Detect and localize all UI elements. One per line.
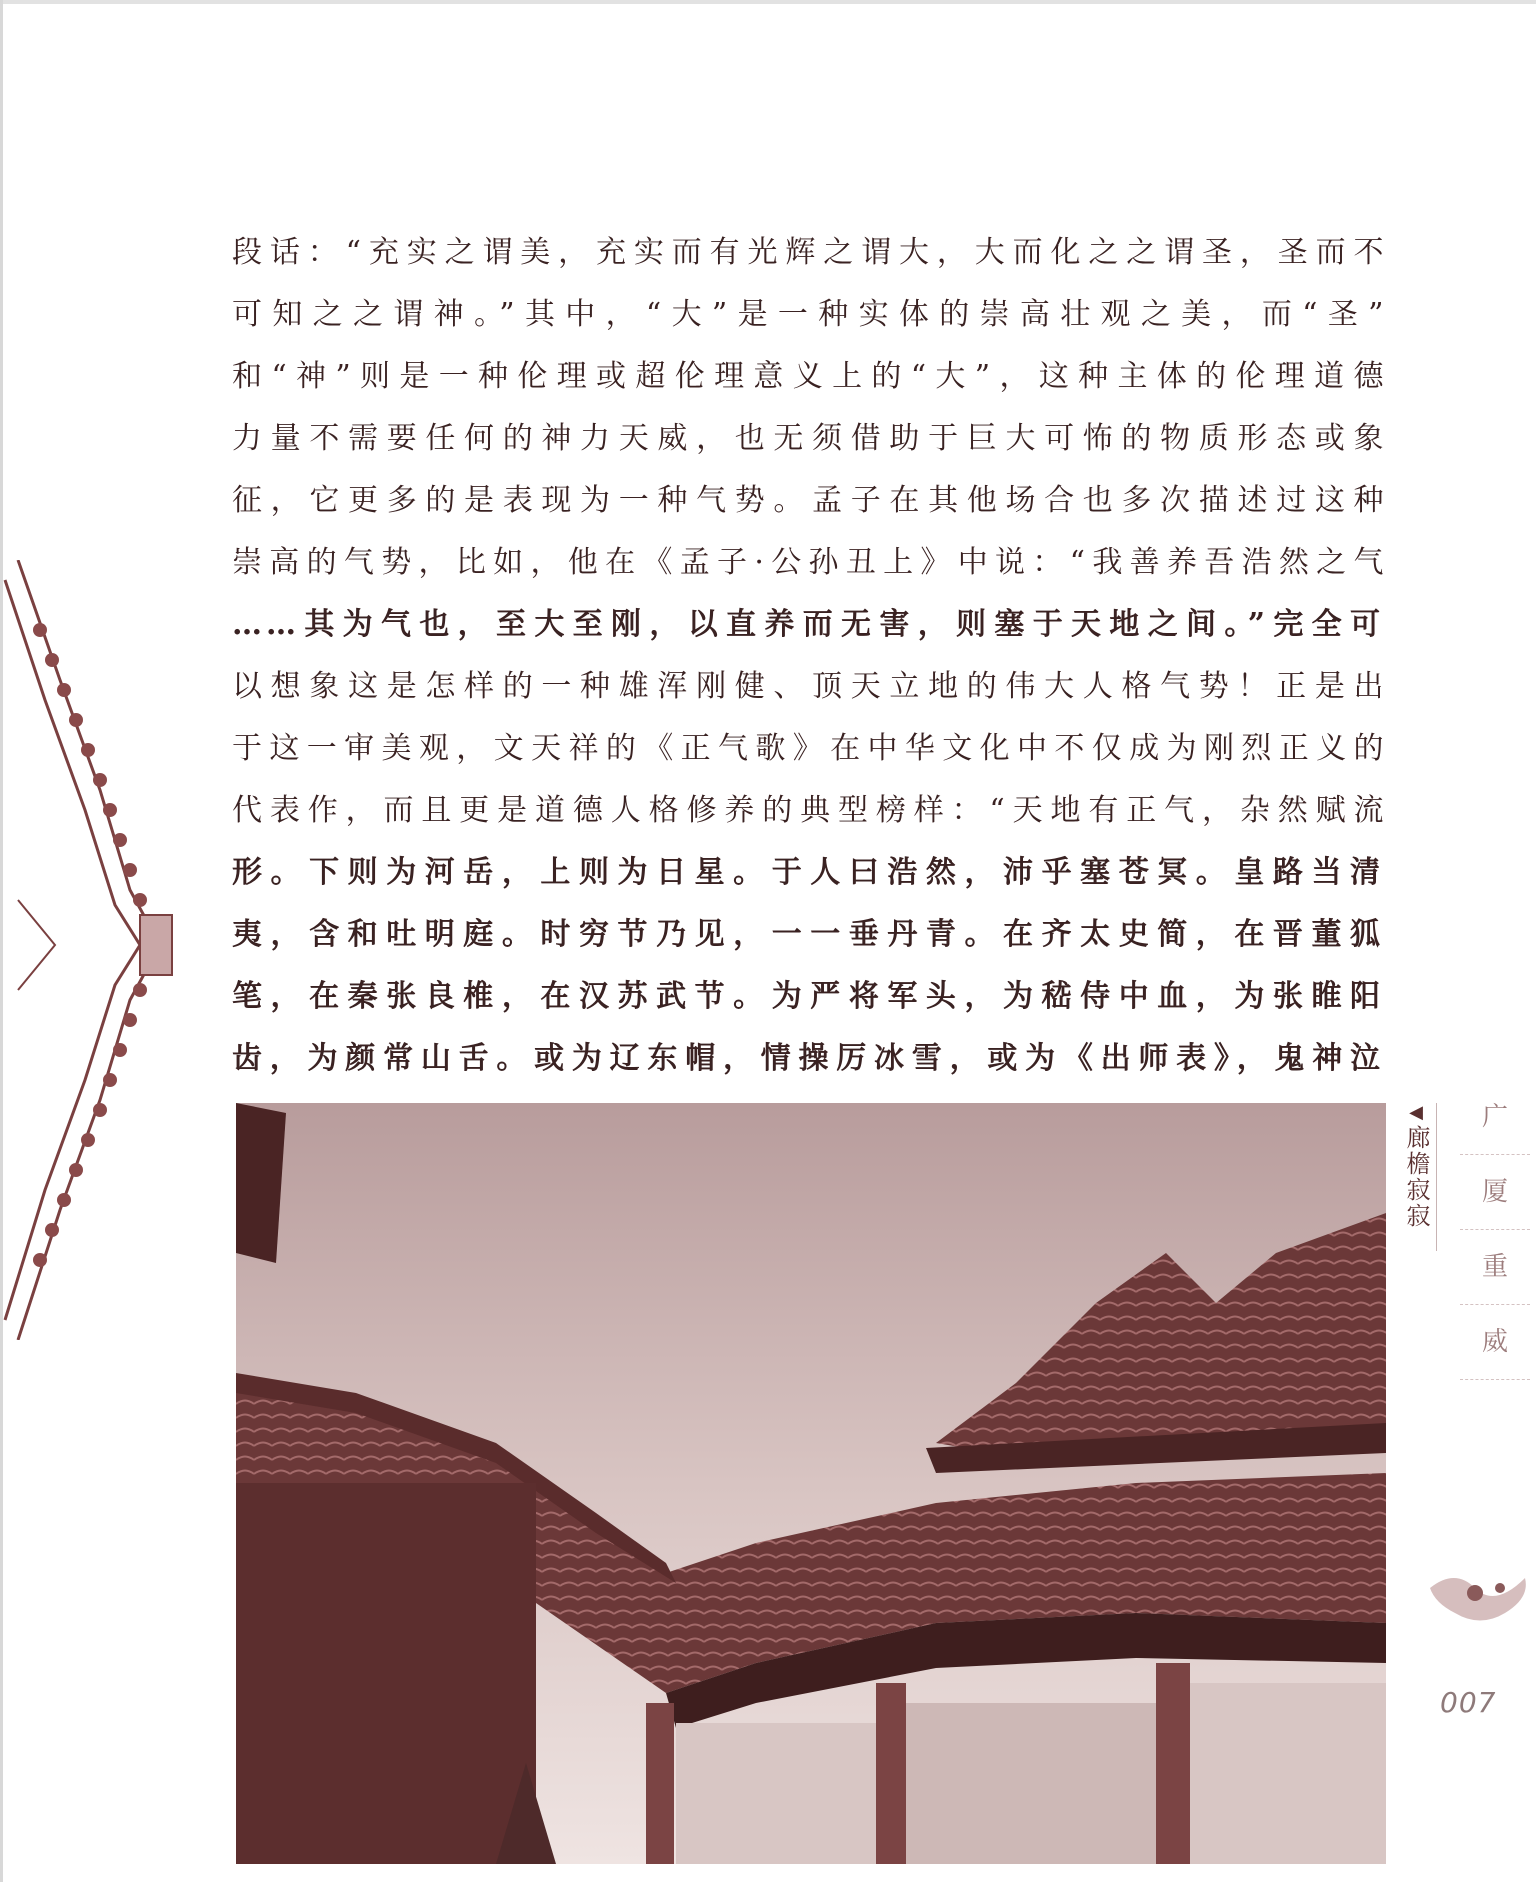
chapter-tab <box>1396 1103 1437 1251</box>
chapter-label: 廊檐寂寂 <box>1402 1125 1430 1229</box>
text-line: 力量不需要任何的神力天威，也无须借助于巨大可怖的物质形态或象 <box>232 421 1384 456</box>
section-title-char: 厦 <box>1460 1155 1530 1230</box>
body-text <box>232 222 1384 1090</box>
text-line: 于这一审美观，文天祥的《正气歌》在中华文化中不仅成为刚烈正义的 <box>232 731 1384 766</box>
text-line: 可知之之谓神。”其中，“大”是一种实体的崇高壮观之美，而“圣” <box>232 297 1384 332</box>
page-number: 007 <box>1440 1686 1497 1719</box>
triangle-left-icon: ◀ <box>1409 1102 1423 1123</box>
section-title-vertical <box>1460 1080 1530 1380</box>
section-title-char: 重 <box>1460 1230 1530 1305</box>
text-line: 代表作，而且更是道德人格修养的典型榜样：“天地有正气，杂然赋流 <box>232 793 1384 828</box>
text-line: 征，它更多的是表现为一种气势。孟子在其他场合也多次描述过这种 <box>232 483 1384 518</box>
roof-ornament-left <box>0 560 180 1340</box>
text-line: 笔，在秦张良椎，在汉苏武节。为严将军头，为嵇侍中血，为张睢阳 <box>232 979 1384 1014</box>
text-line: 崇高的气势，比如，他在《孟子·公孙丑上》中说：“我善养吾浩然之气 <box>232 545 1384 580</box>
text-line: 和“神”则是一种伦理或超伦理意义上的“大”，这种主体的伦理道德 <box>232 359 1384 394</box>
text-line: 形。下则为河岳，上则为日星。于人曰浩然，沛乎塞苍冥。皇路当清 <box>232 855 1384 890</box>
section-title-char: 广 <box>1460 1080 1530 1155</box>
flower-ornament-icon <box>1425 1558 1535 1633</box>
text-line: 以想象这是怎样的一种雄浑刚健、顶天立地的伟大人格气势！正是出 <box>232 669 1384 704</box>
text-line: 段话：“充实之谓美，充实而有光辉之谓大，大而化之之谓圣，圣而不 <box>232 235 1384 270</box>
text-line: ……其为气也，至大至刚，以直养而无害，则塞于天地之间。”完全可 <box>232 607 1384 642</box>
page-top-edge <box>0 0 1536 4</box>
palace-roof-photo <box>236 1103 1386 1864</box>
text-line: 夷，含和吐明庭。时穷节乃见，一一垂丹青。在齐太史简，在晋董狐 <box>232 917 1384 952</box>
section-title-char: 威 <box>1460 1305 1530 1380</box>
text-line: 齿，为颜常山舌。或为辽东帽，情操厉冰雪，或为《出师表》，鬼神泣 <box>232 1041 1384 1076</box>
